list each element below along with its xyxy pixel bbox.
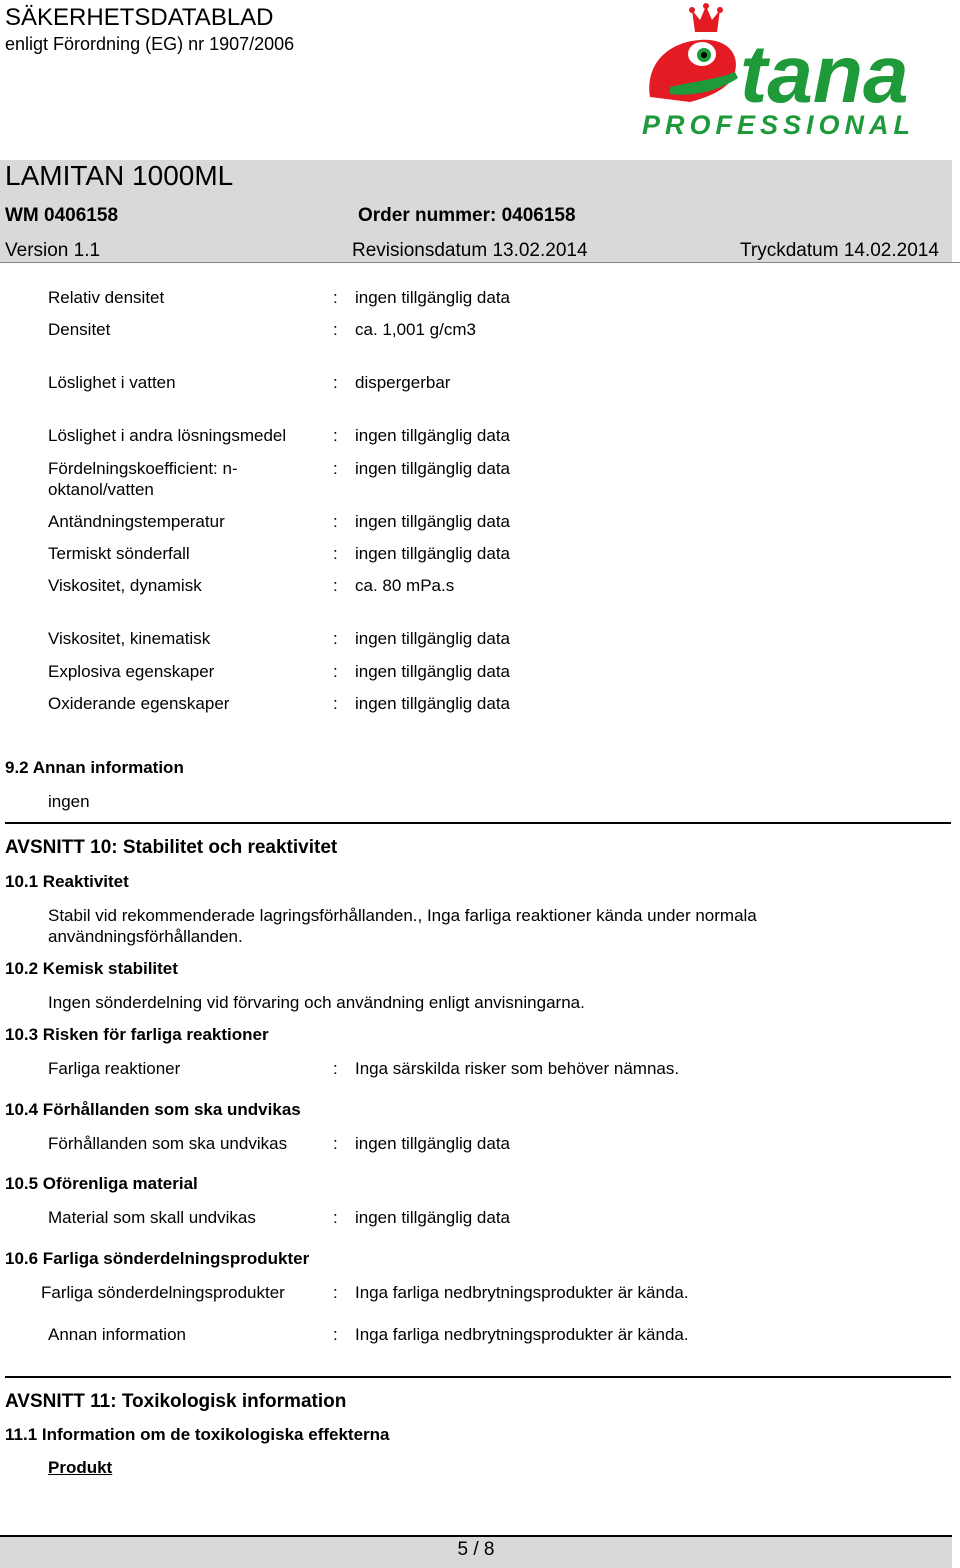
page-number: 5 / 8 [457,1539,495,1560]
section-rule [5,1376,951,1378]
document-subtitle: enligt Förordning (EG) nr 1907/2006 [5,34,295,54]
svg-text:PROFESSIONAL: PROFESSIONAL [642,110,916,140]
section-10-heading: AVSNITT 10: Stabilitet och reaktivitet [5,837,338,858]
section-10-4-heading: 10.4 Förhållanden som ska undvikas [5,1100,301,1119]
tana-logo [640,2,950,142]
header-rule [0,262,960,263]
product-name: LAMITAN 1000ML [5,160,234,191]
section-11-heading: AVSNITT 11: Toxikologisk information [5,1391,347,1412]
section-10-6-heading: 10.6 Farliga sönderdelningsprodukter [5,1249,310,1268]
version: Version 1.1 [5,240,101,261]
section-10-1-heading: 10.1 Reaktivitet [5,872,129,891]
print-date: Tryckdatum 14.02.2014 [740,240,939,261]
section-10-2-text: Ingen sönderdelning vid förvaring och användning enligt anvisningarna. [48,993,585,1012]
document-title: SÄKERHETSDATABLAD [5,4,274,31]
revision-date: Revisionsdatum 13.02.2014 [352,240,588,261]
produkt-heading: Produkt [48,1458,113,1477]
section-9-2-text: ingen [48,792,90,811]
section-rule [5,822,951,824]
crown-icon [689,3,723,32]
section-10-3-heading: 10.3 Risken för farliga reaktioner [5,1025,269,1044]
section-10-2-heading: 10.2 Kemisk stabilitet [5,959,178,978]
section-9-2-heading: 9.2 Annan information [5,758,184,777]
section-11-1-heading: 11.1 Information om de toxikologiska effekterna [5,1425,390,1444]
frog-icon [649,40,738,102]
svg-text:tana: tana [740,29,909,120]
wm-number: WM 0406158 [5,205,119,226]
section-10-5-heading: 10.5 Oförenliga material [5,1174,198,1193]
order-number: Order nummer: 0406158 [358,205,576,226]
section-10-1-text: Stabil vid rekommenderade lagringsförhållanden., Inga farliga reaktioner kända under normala användningsförhållanden. [48,906,757,946]
